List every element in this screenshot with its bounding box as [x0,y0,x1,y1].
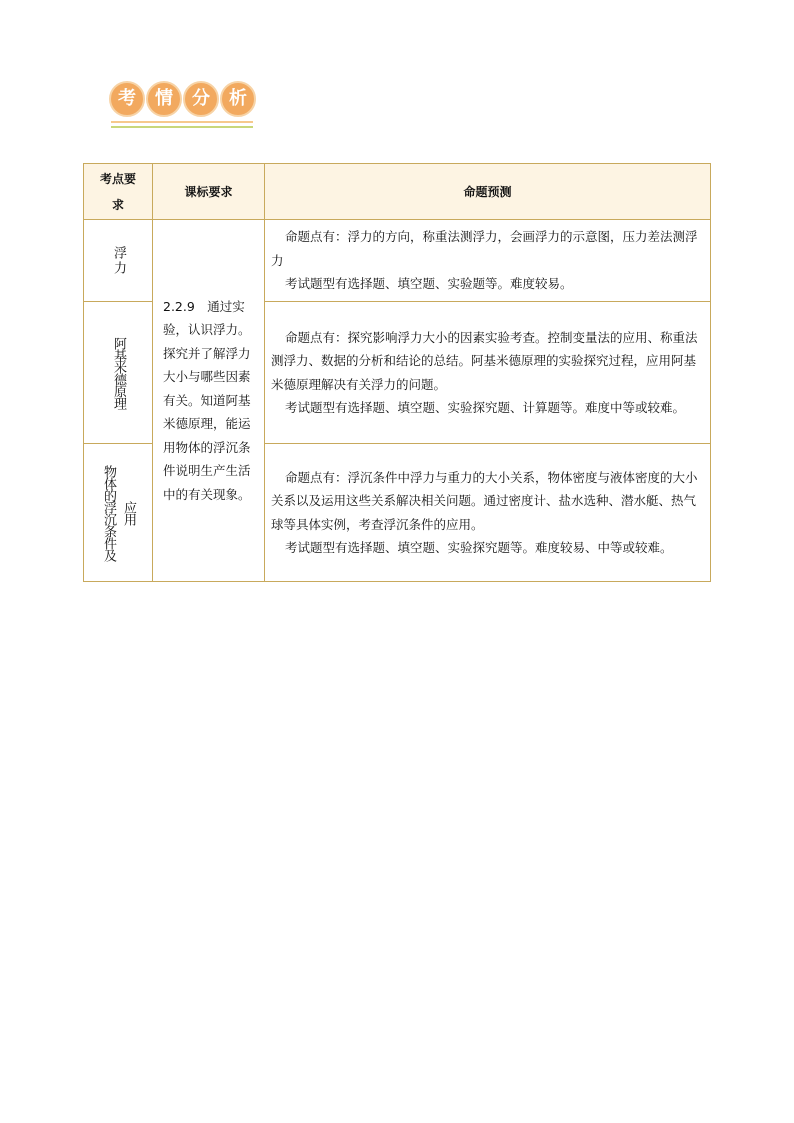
header-curriculum: 课标要求 [153,164,265,220]
curriculum-requirement: 2.2.9 通过实验，认识浮力。探究并了解浮力大小与哪些因素有关。知道阿基米德原理，能运用物体的浮沉条件说明生产生活中的有关现象。 [153,220,265,582]
topic-label: 物体的浮沉条件及 [101,464,116,561]
topic-label: 应用 [121,500,136,525]
badge-underline [111,121,253,131]
prediction-text: 考试题型有选择题、填空题、实验题等。难度较易。 [285,276,573,292]
section-badge [109,81,255,133]
badge-char: 情 [146,81,182,117]
topic-cell [84,302,153,444]
prediction-text: 考试题型有选择题、填空题、实验探究题等。难度较易、中等或较难。 [285,540,673,555]
exam-analysis-table [83,163,711,582]
table-header-row [84,164,711,220]
topic-cell [84,220,153,302]
prediction-text: 考试题型有选择题、填空题、实验探究题、计算题等。难度中等或较难。 [285,400,686,415]
header-prediction: 命题预测 [265,164,711,220]
topic-cell [84,444,153,582]
prediction-cell [265,220,711,302]
prediction-cell [265,302,711,444]
badge-circles [109,81,257,117]
prediction-cell [265,444,711,582]
badge-char: 考 [109,81,145,117]
prediction-text: 命题点有：浮沉条件中浮力与重力的大小关系，物体密度与液体密度的大小关系以及运用这些关系解决相关问题。通过密度计、盐水选种、潜水艇、热气球等具体实例，考查浮沉条件的应用。 [271,469,698,532]
prediction-text: 命题点有：浮力的方向，称重法测浮力，会画浮力的示意图，压力差法测浮力 [271,229,698,268]
topic-label: 阿基米德原理 [111,336,126,409]
badge-char: 分 [183,81,219,117]
table-row [84,220,711,302]
topic-label: 浮力 [111,245,126,276]
badge-char: 析 [220,81,256,117]
prediction-text: 命题点有：探究影响浮力大小的因素实验考查。控制变量法的应用、称重法测浮力、数据的分析和结论的总结。阿基米德原理的实验探究过程，应用阿基米德原理解决有关浮力的问题。 [271,329,698,392]
header-topic: 考点要求 [84,164,153,220]
